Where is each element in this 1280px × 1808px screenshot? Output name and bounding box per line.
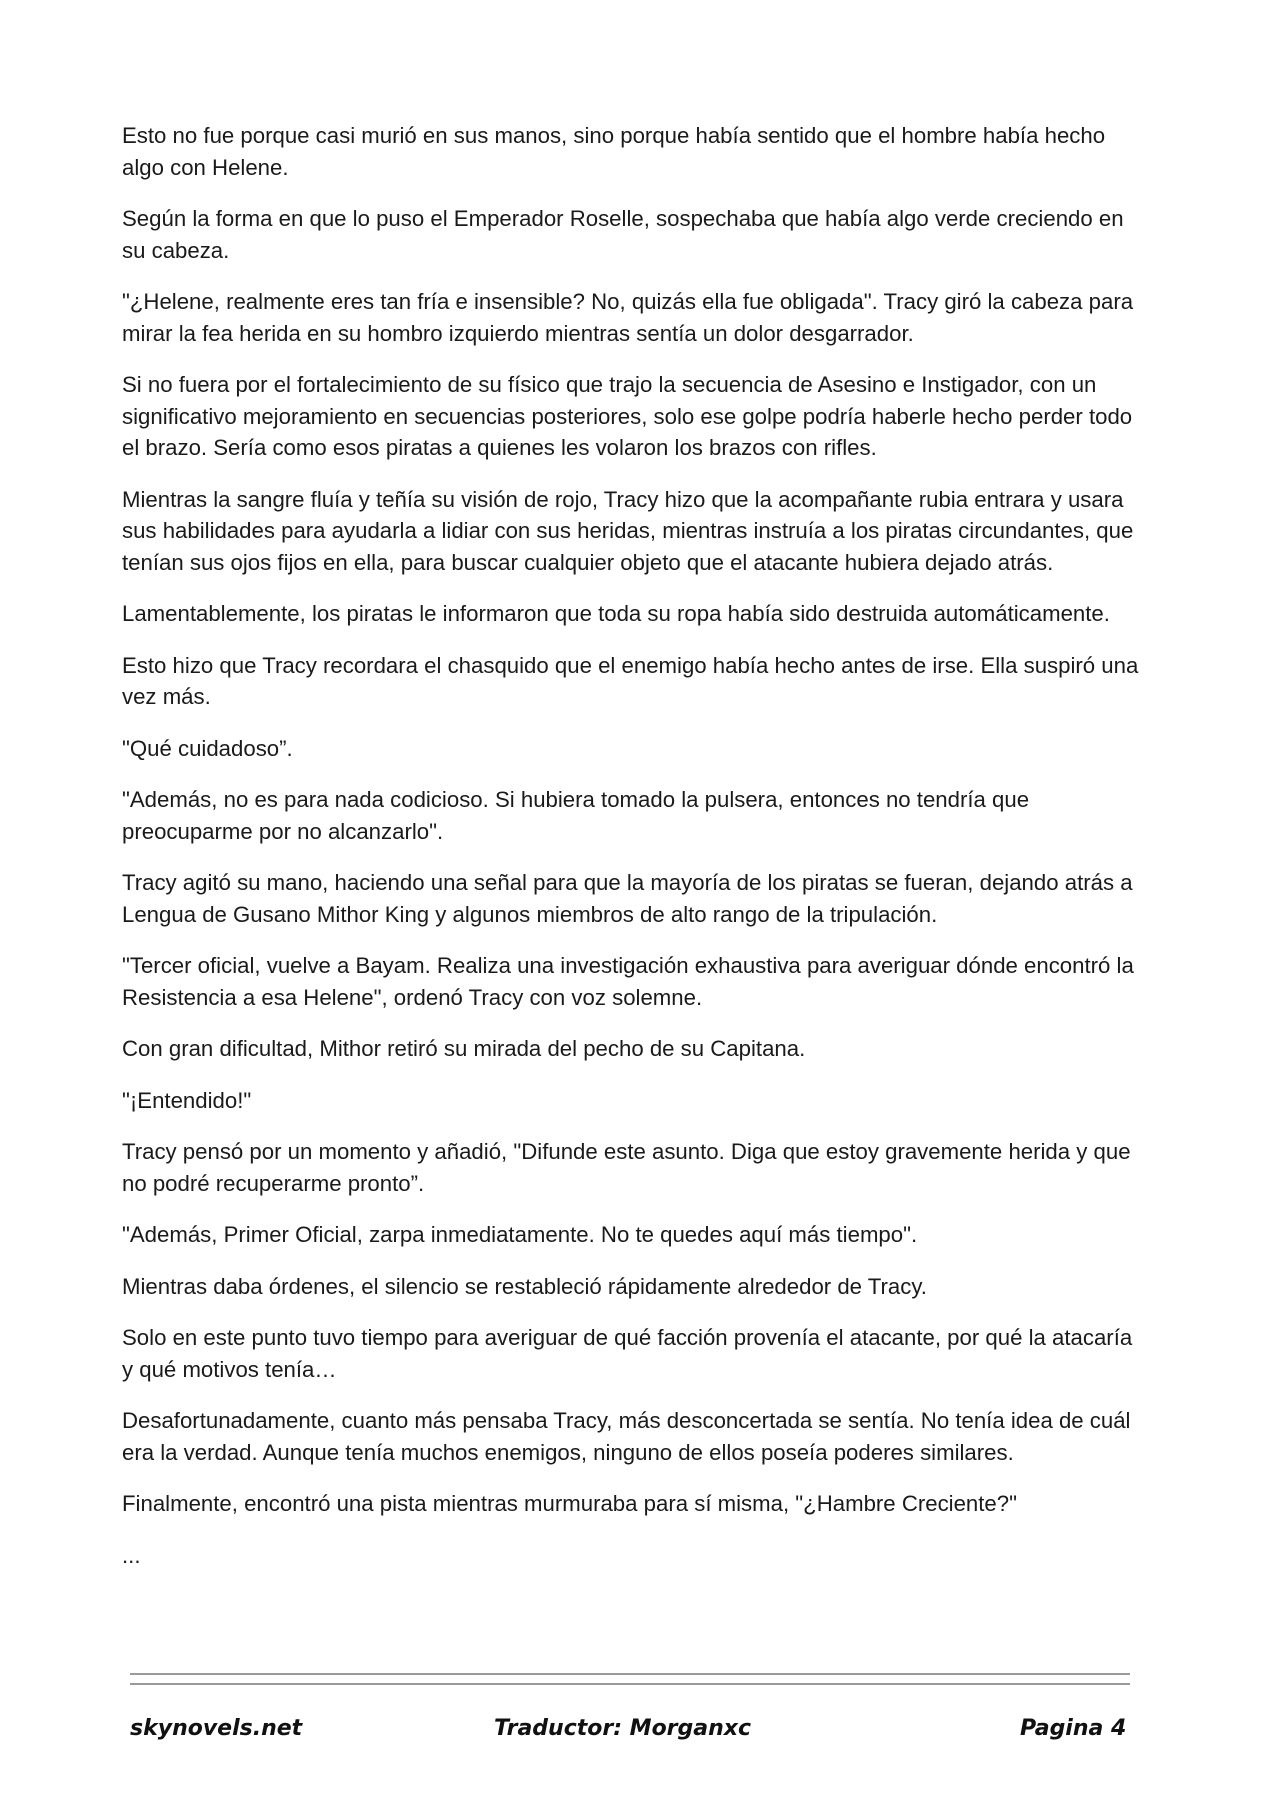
paragraph: Con gran dificultad, Mithor retiró su mirada del pecho de su Capitana. (122, 1036, 806, 1061)
page-footer (0, 1716, 1280, 1750)
paragraph: Según la forma en que lo puso el Emperador Roselle, sospechaba que había algo verde creciendo en su cabeza. (122, 206, 1124, 263)
paragraph: Mientras la sangre fluía y teñía su visión de rojo, Tracy hizo que la acompañante rubia entrara y usara sus habilidades para ayudarla a lidiar con sus heridas, mientras instruía a los piratas circundantes, que tenían sus ojos fijos en ella, para buscar cualquier objeto que el atacante hubiera dejado atrás. (122, 486, 1134, 575)
paragraph: Tracy agitó su mano, haciendo una señal para que la mayoría de los piratas se fueran, dejando atrás a Lengua de Gusano Mithor King y algunos miembros de alto rango de la tripulación. (122, 870, 1133, 927)
paragraph: Lamentablemente, los piratas le informaron que toda su ropa había sido destruida automáticamente. (122, 601, 1110, 626)
paragraph: "Qué cuidadoso”. (122, 735, 293, 761)
paragraph: Finalmente, encontró una pista mientras murmuraba para sí misma, "¿Hambre Creciente?" (122, 1491, 1017, 1516)
paragraph: "Además, no es para nada codicioso. Si hubiera tomado la pulsera, entonces no tendría que preocuparme por no alcanzarlo". (122, 787, 1030, 844)
paragraph: Esto no fue porque casi murió en sus manos, sino porque había sentido que el hombre había hecho algo con Helene. (122, 123, 1106, 180)
paragraph: Mientras daba órdenes, el silencio se restableció rápidamente alrededor de Tracy. (122, 1273, 927, 1299)
paragraph: Esto hizo que Tracy recordara el chasquido que el enemigo había hecho antes de irse. Ella suspiró una vez más. (122, 652, 1139, 709)
paragraph: Si no fuera por el fortalecimiento de su físico que trajo la secuencia de Asesino e Instigador, con un significativo mejoramiento en secuencias posteriores, solo ese golpe podría haberle hecho perder todo el brazo. Sería como esos piratas a quienes les volaron los brazos con rifles. (122, 372, 1133, 460)
footer-page-number: Pagina 4 (1020, 1716, 1127, 1741)
paragraph: "¿Helene, realmente eres tan fría e insensible? No, quizás ella fue obligada". Tracy giró la cabeza para mirar la fea herida en su hombro izquierdo mientras sentía un dolor desgarrador. (122, 289, 1134, 346)
paragraph: "Tercer oficial, vuelve a Bayam. Realiza una investigación exhaustiva para averiguar dónde encontró la Resistencia a esa Helene", ordenó Tracy con voz solemne. (122, 953, 1134, 1010)
footer-translator: Traductor: Morganxc (494, 1716, 752, 1741)
paragraph: "¡Entendido!" (122, 1087, 252, 1113)
document-body (122, 120, 1142, 1571)
footer-site: skynovels.net (130, 1716, 303, 1741)
paragraph: Tracy pensó por un momento y añadió, "Difunde este asunto. Diga que estoy gravemente herida y que no podré recuperarme pronto”. (122, 1139, 1131, 1196)
footer-divider-bottom (130, 1683, 1130, 1685)
paragraph: Solo en este punto tuvo tiempo para averiguar de qué facción provenía el atacante, por qué la atacaría y qué motivos tenía… (122, 1325, 1133, 1382)
paragraph: "Además, Primer Oficial, zarpa inmediatamente. No te quedes aquí más tiempo". (122, 1222, 918, 1247)
section-ellipsis: ... (122, 1542, 141, 1568)
footer-divider-top (130, 1673, 1130, 1675)
paragraph: Desafortunadamente, cuanto más pensaba Tracy, más desconcertada se sentía. No tenía idea de cuál era la verdad. Aunque tenía muchos enemigos, ninguno de ellos poseía poderes similares. (122, 1408, 1131, 1465)
